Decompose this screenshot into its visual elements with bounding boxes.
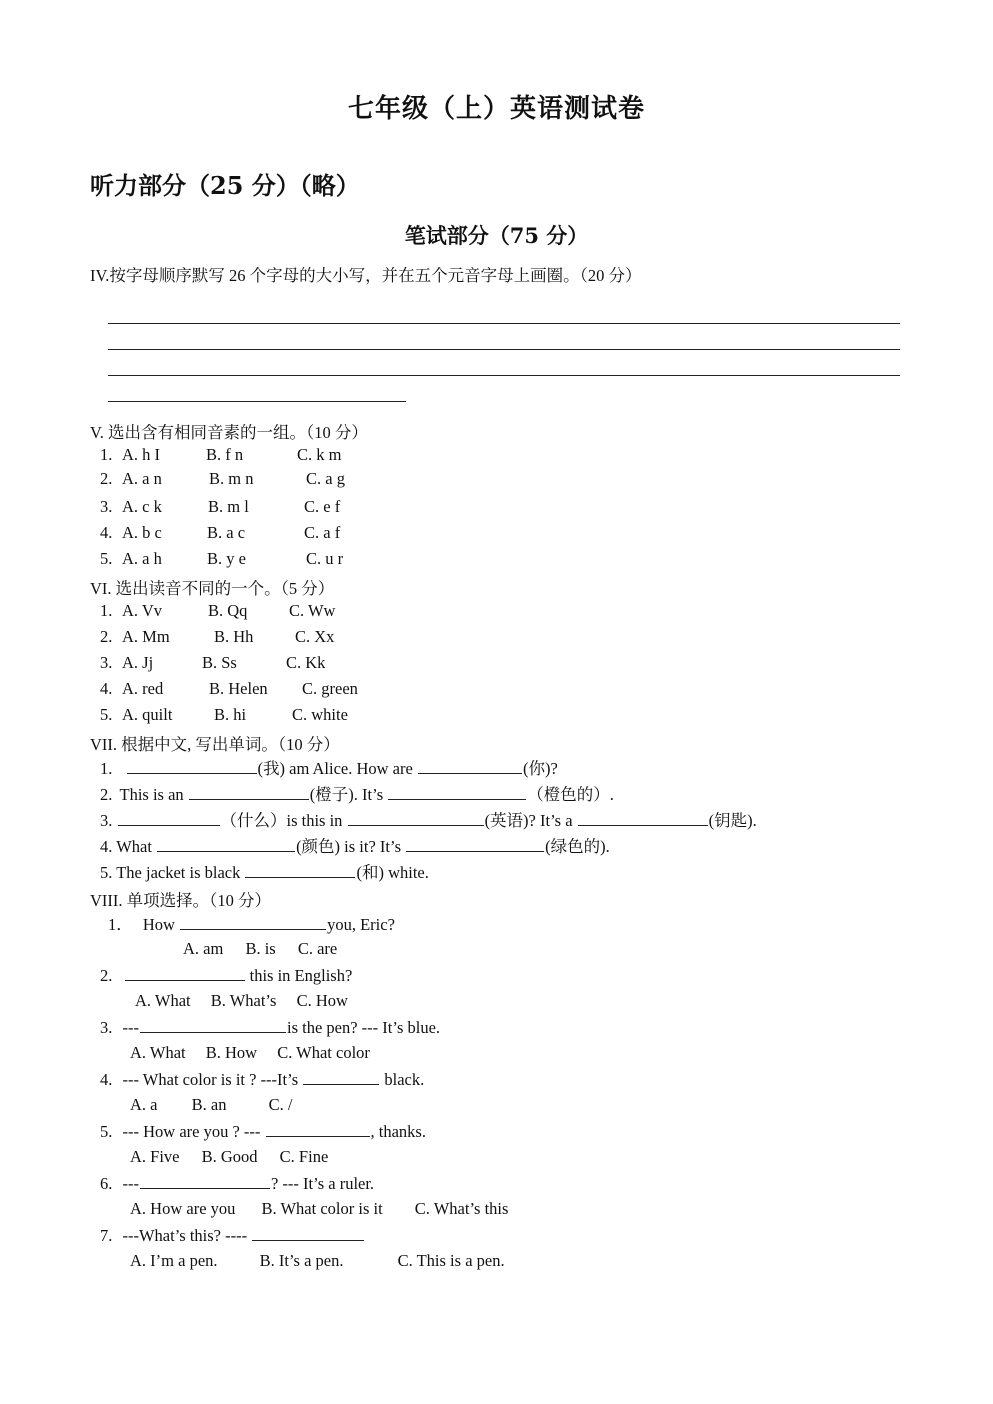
question-text: The jacket is black xyxy=(116,863,241,882)
option-a[interactable]: A. c k xyxy=(122,497,162,516)
option-b[interactable]: B. Hh xyxy=(214,627,254,646)
question-text: (英语)? It’s a xyxy=(484,811,573,830)
question-text: (绿色的). xyxy=(545,837,610,856)
question-row xyxy=(100,469,345,489)
fill-in-question xyxy=(100,862,429,883)
question-number: 2. xyxy=(100,785,113,804)
question-text: （什么）is this in xyxy=(220,811,343,830)
mc-question xyxy=(100,1173,374,1194)
option-a[interactable]: A. h I xyxy=(122,445,161,464)
mc-question xyxy=(100,1069,424,1090)
question-text: (钥匙). xyxy=(708,811,757,830)
question-text: ---What’s this? ---- xyxy=(122,1226,248,1245)
question-row xyxy=(100,497,341,517)
question-number: 4. xyxy=(100,837,113,856)
option-row xyxy=(183,939,337,959)
option-b[interactable]: B. f n xyxy=(206,445,244,464)
option-row xyxy=(135,991,348,1011)
option-a[interactable]: A. a n xyxy=(122,469,162,488)
option-b[interactable]: B. Helen xyxy=(209,679,268,698)
writing-line[interactable] xyxy=(108,401,406,402)
question-row xyxy=(100,601,336,621)
question-row xyxy=(100,445,342,465)
question-text: you, Eric? xyxy=(327,915,395,934)
question-number: 1. xyxy=(100,601,113,620)
option-a[interactable]: A. What xyxy=(130,1043,186,1062)
option-a[interactable]: A. Jj xyxy=(122,653,154,672)
question-text: this in English? xyxy=(249,966,353,985)
question-row xyxy=(100,627,335,647)
question-text: black. xyxy=(384,1070,425,1089)
question-text: (我) am Alice. How are xyxy=(257,759,413,778)
question-number: 7. xyxy=(100,1226,113,1245)
option-a[interactable]: A. Mm xyxy=(122,627,170,646)
question-number: 4. xyxy=(100,679,113,698)
mc-question xyxy=(100,1017,440,1038)
fill-in-question xyxy=(100,810,757,831)
question-row xyxy=(100,653,326,673)
option-a[interactable]: A. am xyxy=(183,939,224,958)
option-c[interactable]: C. This is a pen. xyxy=(397,1251,505,1270)
question-text: is the pen? --- It’s blue. xyxy=(286,1018,441,1037)
fill-in-question xyxy=(100,784,614,805)
question-number: 2. xyxy=(100,966,113,985)
writing-line[interactable] xyxy=(108,323,900,324)
option-a[interactable]: A. I’m a pen. xyxy=(130,1251,218,1270)
option-b[interactable]: B. What’s xyxy=(210,991,277,1010)
question-text: --- xyxy=(122,1018,139,1037)
answer-blank[interactable] xyxy=(578,810,708,826)
question-text: --- xyxy=(122,1174,139,1193)
question-row xyxy=(100,679,358,699)
option-b[interactable]: B. Qq xyxy=(208,601,248,620)
question-number: 5. xyxy=(100,863,113,882)
option-row xyxy=(130,1147,328,1167)
option-row xyxy=(130,1043,370,1063)
question-number: 4. xyxy=(100,1070,113,1089)
writing-line[interactable] xyxy=(108,375,900,376)
option-b[interactable]: B. is xyxy=(245,939,276,958)
question-number: 1. xyxy=(100,445,113,464)
section-viii-instruction: VIII. 单项选择。（10 分） xyxy=(90,891,272,910)
question-number: 1． xyxy=(108,915,133,934)
question-number: 1. xyxy=(100,759,113,778)
question-row xyxy=(100,549,344,569)
option-a[interactable]: A. a xyxy=(130,1095,158,1114)
option-c[interactable]: C. e f xyxy=(304,497,341,516)
option-c[interactable]: C. Xx xyxy=(295,627,335,646)
option-b[interactable]: B. m n xyxy=(209,469,254,488)
option-a[interactable]: A. a h xyxy=(122,549,162,568)
answer-blank[interactable] xyxy=(388,784,526,800)
question-row xyxy=(100,523,341,543)
option-a[interactable]: A. b c xyxy=(122,523,162,542)
mc-question xyxy=(100,1225,365,1246)
answer-blank[interactable] xyxy=(140,1017,286,1033)
question-text: (橙子). It’s xyxy=(309,785,384,804)
answer-blank[interactable] xyxy=(118,810,220,826)
option-c[interactable]: C. a g xyxy=(306,469,345,488)
fill-in-question xyxy=(100,836,610,857)
question-number: 4. xyxy=(100,523,113,542)
section-vii-instruction: VII. 根据中文, 写出单词。（10 分） xyxy=(90,735,340,754)
answer-blank[interactable] xyxy=(406,836,544,852)
question-text: (你)? xyxy=(522,759,558,778)
answer-blank[interactable] xyxy=(127,758,257,774)
option-row xyxy=(130,1095,292,1115)
option-b[interactable]: B. y e xyxy=(207,549,246,568)
section-v-instruction: V. 选出含有相同音素的一组。（10 分） xyxy=(90,423,368,442)
question-number: 5. xyxy=(100,549,113,568)
answer-blank[interactable] xyxy=(157,836,295,852)
answer-blank[interactable] xyxy=(189,784,309,800)
question-text: --- What color is it ? ---It’s xyxy=(122,1070,299,1089)
mc-question xyxy=(100,1121,426,1142)
option-a[interactable]: A. red xyxy=(122,679,164,698)
option-c[interactable]: C. What’s this xyxy=(414,1199,509,1218)
question-number: 3. xyxy=(100,811,113,830)
question-text: --- How are you ? --- xyxy=(122,1122,261,1141)
option-a[interactable]: A. Five xyxy=(130,1147,180,1166)
option-c[interactable]: C. green xyxy=(302,679,358,698)
question-text: ? --- It’s a ruler. xyxy=(270,1174,375,1193)
answer-blank[interactable] xyxy=(140,1173,270,1189)
option-c[interactable]: C. white xyxy=(292,705,348,724)
option-a[interactable]: A. How are you xyxy=(130,1199,236,1218)
question-number: 3. xyxy=(100,653,113,672)
option-c[interactable]: C. u r xyxy=(306,549,344,568)
answer-blank[interactable] xyxy=(348,810,484,826)
option-b[interactable]: B. How xyxy=(205,1043,258,1062)
answer-blank[interactable] xyxy=(418,758,522,774)
question-text: (颜色) is it? It’s xyxy=(296,837,402,856)
question-text: How xyxy=(142,915,175,934)
option-a[interactable]: A. What xyxy=(135,991,191,1010)
question-text: , thanks. xyxy=(370,1122,426,1141)
option-b[interactable]: B. a c xyxy=(207,523,246,542)
answer-blank[interactable] xyxy=(266,1121,370,1137)
question-number: 5. xyxy=(100,1122,113,1141)
question-number: 3. xyxy=(100,1018,113,1037)
option-b[interactable]: B. What color is it xyxy=(261,1199,383,1218)
question-row xyxy=(100,705,348,725)
listening-heading: 听力部分（25 分）（略） xyxy=(90,171,360,200)
page-title: 七年级（上）英语测试卷 xyxy=(347,94,645,124)
option-c[interactable]: C. / xyxy=(268,1095,293,1114)
option-c[interactable]: C. Ww xyxy=(289,601,336,620)
section-vi-instruction: VI. 选出读音不同的一个。（5 分） xyxy=(90,579,335,598)
question-number: 2. xyxy=(100,469,113,488)
question-text: What xyxy=(116,837,152,856)
option-row xyxy=(130,1199,508,1219)
option-b[interactable]: B. Ss xyxy=(202,653,237,672)
mc-question xyxy=(108,914,395,935)
option-b[interactable]: B. m l xyxy=(208,497,249,516)
question-text: (和) white. xyxy=(356,863,429,882)
written-heading: 笔试部分（75 分） xyxy=(404,223,589,248)
mc-question xyxy=(100,965,352,986)
option-c[interactable]: C. What color xyxy=(277,1043,370,1062)
question-number: 5. xyxy=(100,705,113,724)
option-a[interactable]: A. quilt xyxy=(122,705,173,724)
question-number: 2. xyxy=(100,627,113,646)
option-b[interactable]: B. hi xyxy=(214,705,247,724)
question-text: （橙色的）. xyxy=(527,785,614,804)
question-number: 6. xyxy=(100,1174,113,1193)
answer-blank[interactable] xyxy=(252,1225,364,1241)
option-c[interactable]: C. Kk xyxy=(286,653,326,672)
answer-blank[interactable] xyxy=(180,914,326,930)
option-c[interactable]: C. a f xyxy=(304,523,341,542)
section-iv-instruction: IV.按字母顺序默写 26 个字母的大小写，并在五个元音字母上画圈。（20 分） xyxy=(90,266,642,285)
option-c[interactable]: C. Fine xyxy=(279,1147,329,1166)
fill-in-question xyxy=(100,758,558,779)
answer-blank[interactable] xyxy=(125,965,245,981)
option-b[interactable]: B. It’s a pen. xyxy=(259,1251,344,1270)
option-b[interactable]: B. Good xyxy=(201,1147,258,1166)
option-b[interactable]: B. an xyxy=(191,1095,227,1114)
option-c[interactable]: C. How xyxy=(296,991,348,1010)
option-a[interactable]: A. Vv xyxy=(122,601,163,620)
writing-line[interactable] xyxy=(108,349,900,350)
option-c[interactable]: C. are xyxy=(297,939,338,958)
option-row xyxy=(130,1251,505,1271)
answer-blank[interactable] xyxy=(245,862,355,878)
question-text: This is an xyxy=(119,785,184,804)
question-number: 3. xyxy=(100,497,113,516)
answer-blank[interactable] xyxy=(303,1069,379,1085)
option-c[interactable]: C. k m xyxy=(297,445,342,464)
